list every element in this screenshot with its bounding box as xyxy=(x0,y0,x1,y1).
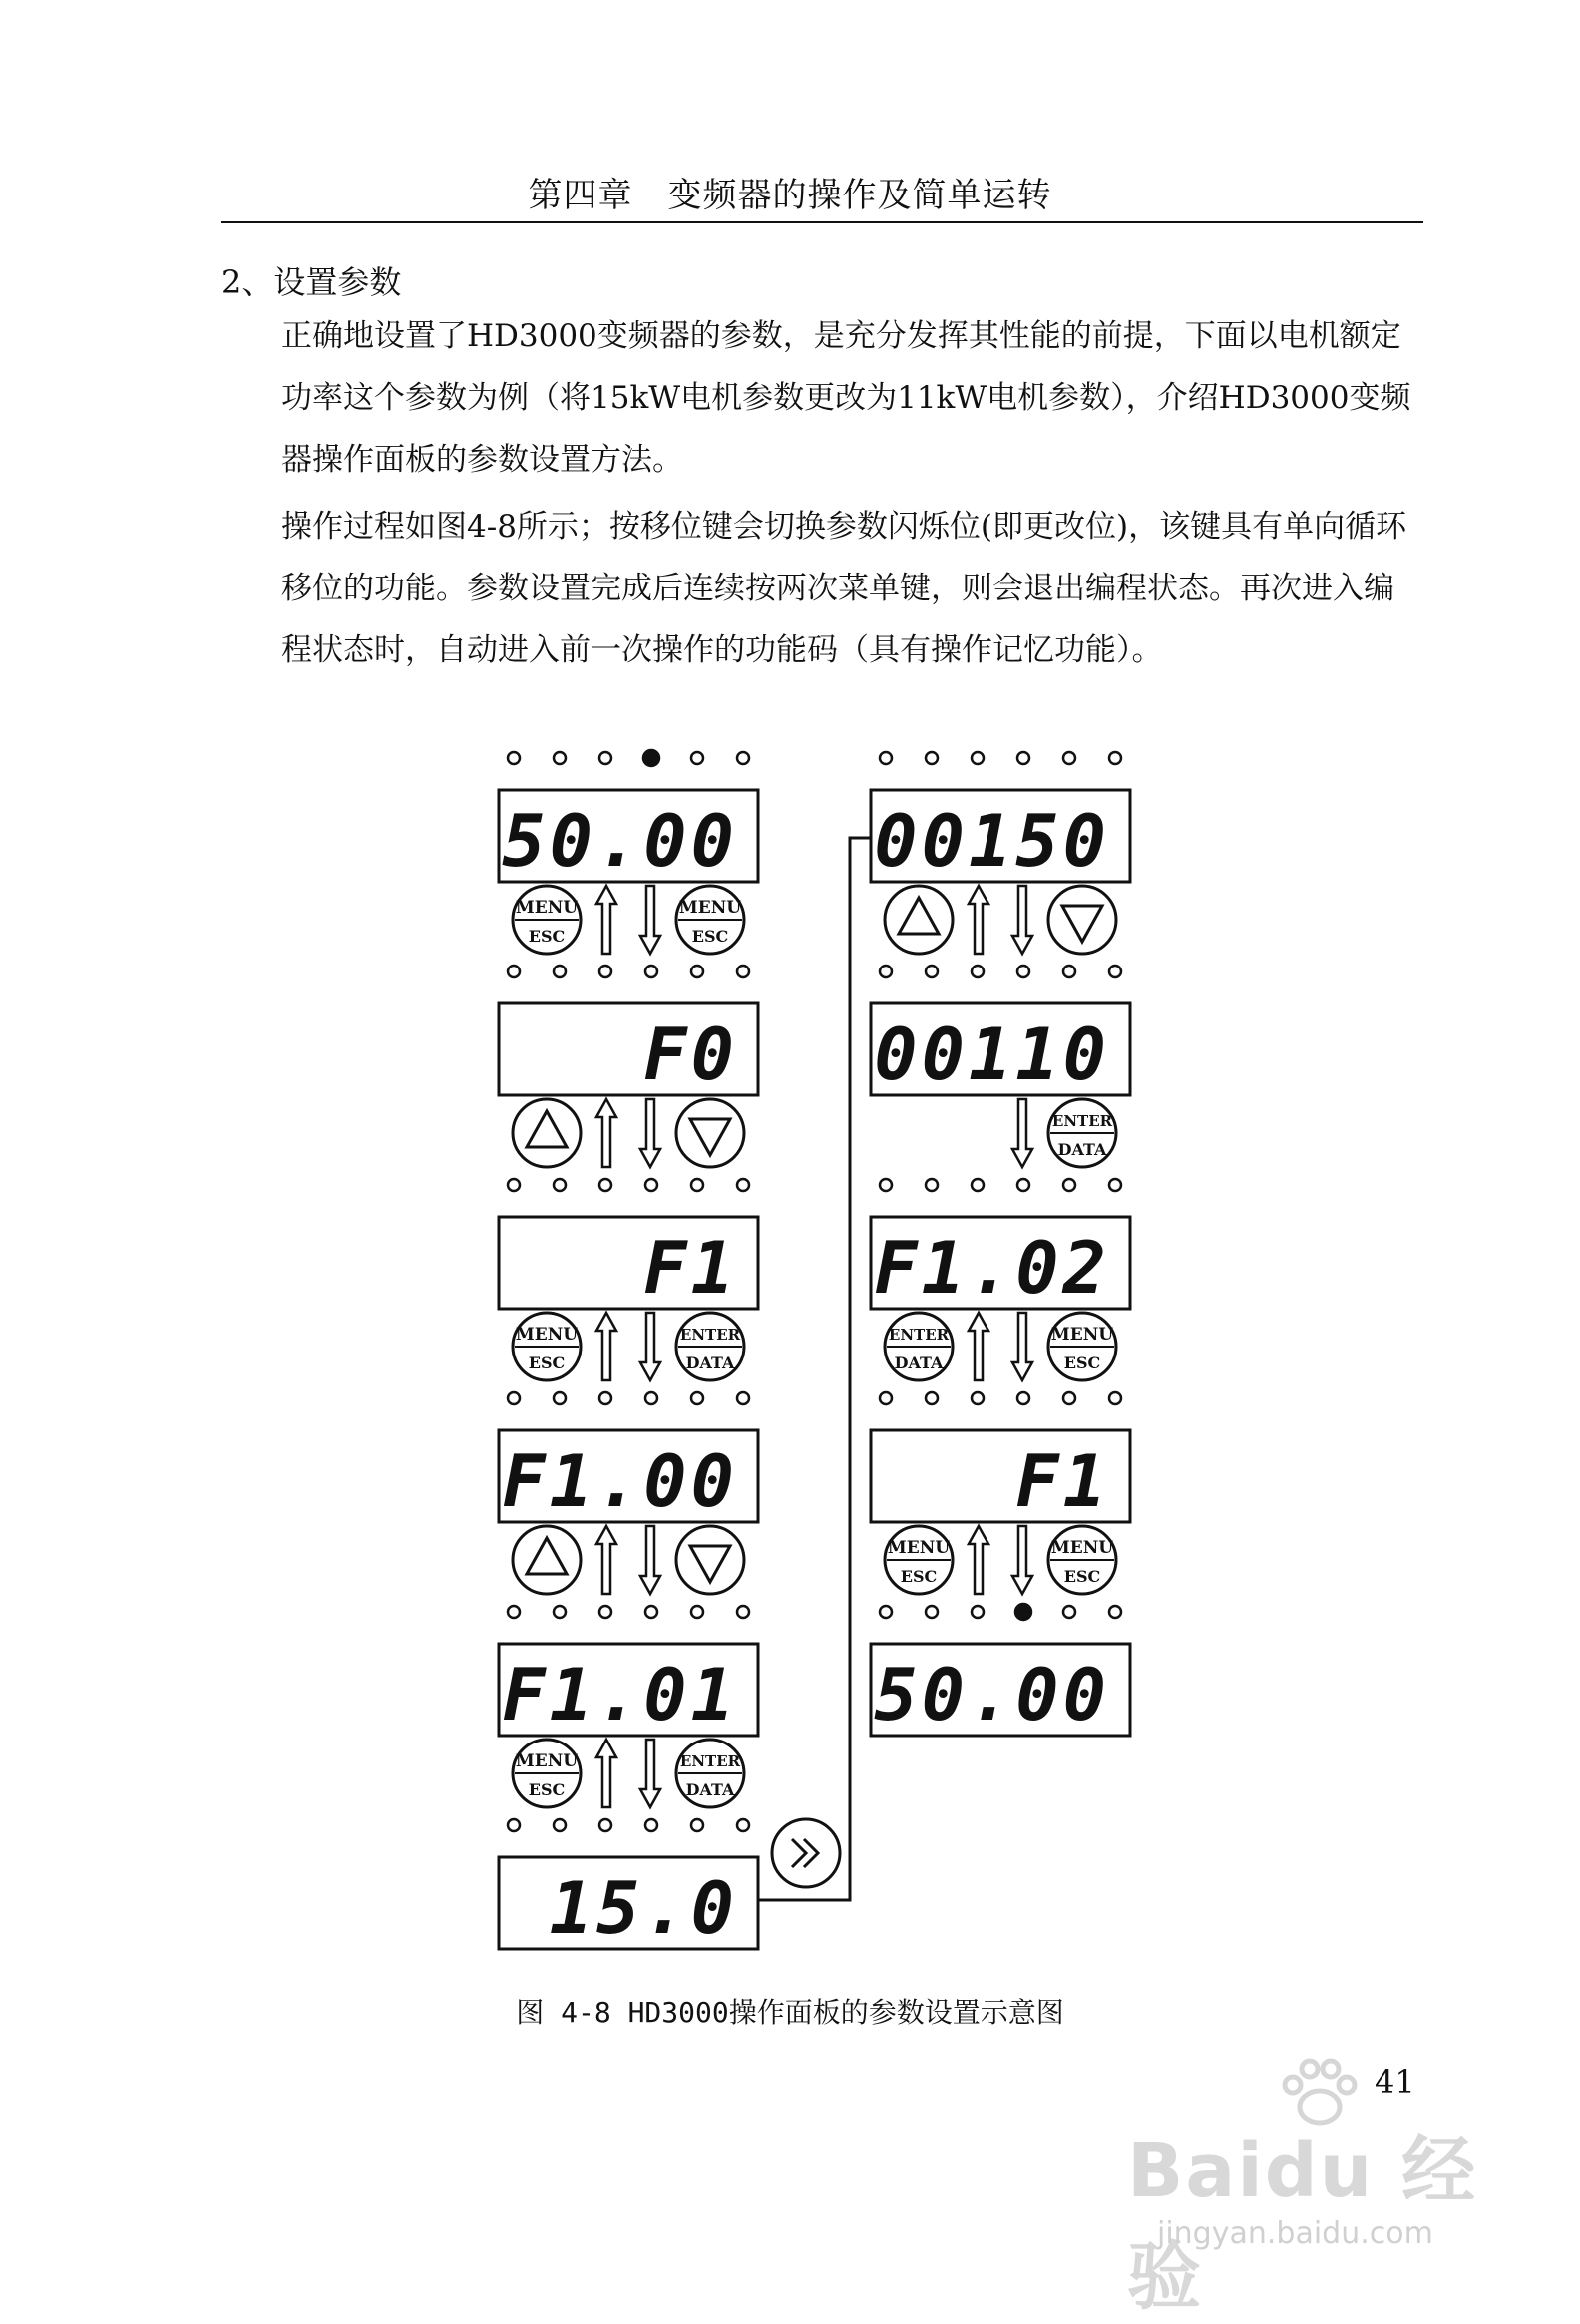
led-unlit xyxy=(737,966,749,977)
watermark xyxy=(1127,2055,1546,2320)
right-step-2-lcd-display xyxy=(871,1003,1130,1096)
left-step-4-led-row xyxy=(508,1392,749,1404)
led-unlit xyxy=(1109,1179,1121,1191)
lcd-readout: 15.0 xyxy=(549,1866,738,1950)
led-unlit xyxy=(972,1606,984,1618)
right-step-2-down-arrow-icon xyxy=(1012,1099,1032,1167)
left-step-1-menu-key xyxy=(676,886,744,954)
arrow-shape xyxy=(596,1099,616,1167)
led-unlit xyxy=(691,1606,703,1618)
right-step-1-up-arrow-icon xyxy=(969,886,988,954)
led-unlit xyxy=(554,1819,566,1831)
led-unlit xyxy=(737,1179,749,1191)
arrow-shape xyxy=(640,1099,660,1167)
led-unlit xyxy=(926,1606,938,1618)
led-unlit xyxy=(926,1392,938,1404)
led-lit xyxy=(643,750,659,766)
led-unlit xyxy=(645,1819,657,1831)
left-step-1-menu-key xyxy=(513,886,581,954)
key-label-top: ENTER xyxy=(679,1752,741,1770)
arrow-shape xyxy=(596,1526,616,1594)
key-label-top: ENTER xyxy=(888,1326,950,1344)
left-step-2-led-row xyxy=(508,966,749,977)
led-unlit xyxy=(1017,1392,1029,1404)
arrow-shape xyxy=(640,1740,660,1807)
left-step-5-enter-key xyxy=(676,1740,744,1807)
key-label-top: MENU xyxy=(887,1538,951,1558)
left-step-5-lcd-display xyxy=(499,1644,758,1737)
arrow-shape xyxy=(1012,1099,1032,1167)
led-unlit xyxy=(737,1606,749,1618)
led-unlit xyxy=(1063,966,1075,977)
led-unlit xyxy=(508,1392,520,1404)
led-unlit xyxy=(691,966,703,977)
key-label-bottom: ESC xyxy=(691,927,729,946)
led-unlit xyxy=(645,1392,657,1404)
right-step-3-enter-key xyxy=(885,1313,953,1380)
key-label-top: MENU xyxy=(1050,1538,1114,1558)
led-unlit xyxy=(880,1179,892,1191)
right-step-1-up-key xyxy=(885,886,953,954)
arrow-shape xyxy=(969,1313,988,1380)
left-step-3-menu-key xyxy=(513,1313,581,1380)
paragraph-1: 正确地设置了HD3000变频器的参数，是充分发挥其性能的前提，下面以电机额定功率这个参数为例（将15kW电机参数更改为11kW电机参数），介绍HD3000变频器操作面板的参数设置方法。 xyxy=(281,318,1411,478)
key-label-bottom: ESC xyxy=(1063,1567,1101,1586)
arrow-shape xyxy=(1012,1526,1032,1594)
left-step-4-down-key xyxy=(676,1526,744,1594)
lcd-readout: 50.00 xyxy=(874,1653,1110,1737)
key-label-bottom: DATA xyxy=(894,1354,944,1372)
led-unlit xyxy=(972,752,984,764)
led-unlit xyxy=(880,752,892,764)
left-step-2-down-key xyxy=(676,1099,744,1167)
left-step-4-up-arrow-icon xyxy=(596,1526,616,1594)
lcd-readout: F1 xyxy=(643,1226,738,1310)
left-step-1-up-arrow-icon xyxy=(596,886,616,954)
flow-connector-line xyxy=(758,838,871,1900)
right-step-5-lcd-display xyxy=(871,1644,1130,1737)
left-step-2-lcd-display xyxy=(499,1003,758,1096)
right-step-3-led-row xyxy=(880,1179,1121,1191)
arrow-shape xyxy=(969,1526,988,1594)
led-unlit xyxy=(508,1819,520,1831)
section-heading: 2、设置参数 xyxy=(221,263,402,301)
arrow-shape xyxy=(969,886,988,954)
led-unlit xyxy=(691,752,703,764)
led-unlit xyxy=(1109,1606,1121,1618)
led-unlit xyxy=(737,752,749,764)
right-step-4-lcd-display xyxy=(871,1430,1130,1523)
left-step-5-menu-key xyxy=(513,1740,581,1807)
right-step-3-lcd-display xyxy=(871,1217,1130,1310)
key-label-bottom: DATA xyxy=(685,1354,735,1372)
right-step-3-down-arrow-icon xyxy=(1012,1313,1032,1380)
connector-shift-key xyxy=(772,1819,840,1887)
led-unlit xyxy=(1017,752,1029,764)
right-step-4-menu-key xyxy=(1048,1526,1116,1594)
key-label-top: ENTER xyxy=(1051,1112,1113,1130)
arrow-shape xyxy=(1012,886,1032,954)
key-label-bottom: ESC xyxy=(1063,1354,1101,1372)
key-label-top: ENTER xyxy=(679,1326,741,1344)
lcd-readout: F1 xyxy=(1015,1439,1110,1523)
key-label-top: MENU xyxy=(515,1325,579,1345)
led-unlit xyxy=(880,1606,892,1618)
led-unlit xyxy=(508,1179,520,1191)
led-unlit xyxy=(926,966,938,977)
led-unlit xyxy=(972,1392,984,1404)
arrow-shape xyxy=(596,1313,616,1380)
watermark-url: jingyan.baidu.com xyxy=(1157,2216,1433,2251)
led-unlit xyxy=(880,1392,892,1404)
watermark-logo: Baidu 经验 xyxy=(1127,2129,1478,2320)
key-label-bottom: ESC xyxy=(528,1780,566,1799)
arrow-shape xyxy=(640,886,660,954)
right-step-2-led-row xyxy=(880,966,1121,977)
led-unlit xyxy=(1017,966,1029,977)
right-step-4-up-arrow-icon xyxy=(969,1526,988,1594)
left-step-3-lcd-display xyxy=(499,1217,758,1310)
key-label-top: MENU xyxy=(1050,1325,1114,1345)
left-step-4-down-arrow-icon xyxy=(640,1526,660,1594)
led-unlit xyxy=(1063,1392,1075,1404)
led-unlit xyxy=(1109,966,1121,977)
chapter-title: 第四章 变频器的操作及简单运转 xyxy=(528,176,1052,215)
led-unlit xyxy=(645,1606,657,1618)
led-unlit xyxy=(926,752,938,764)
right-step-4-down-arrow-icon xyxy=(1012,1526,1032,1594)
left-step-1-lcd-display xyxy=(499,790,758,883)
led-unlit xyxy=(691,1179,703,1191)
left-step-2-up-arrow-icon xyxy=(596,1099,616,1167)
key-label-bottom: DATA xyxy=(1057,1140,1107,1159)
led-unlit xyxy=(554,1606,566,1618)
key-label-top: MENU xyxy=(515,898,579,918)
led-unlit xyxy=(972,966,984,977)
led-unlit xyxy=(599,966,611,977)
led-unlit xyxy=(554,966,566,977)
left-step-4-lcd-display xyxy=(499,1430,758,1523)
led-unlit xyxy=(599,1606,611,1618)
arrow-shape xyxy=(596,886,616,954)
right-step-1-lcd-display xyxy=(871,790,1130,883)
led-unlit xyxy=(737,1819,749,1831)
lcd-readout: F1.00 xyxy=(502,1439,738,1523)
key-label-bottom: ESC xyxy=(528,927,566,946)
led-lit xyxy=(1015,1604,1031,1620)
lcd-readout: F0 xyxy=(643,1012,738,1096)
led-unlit xyxy=(599,1179,611,1191)
led-unlit xyxy=(508,752,520,764)
left-step-3-down-arrow-icon xyxy=(640,1313,660,1380)
left-step-1-down-arrow-icon xyxy=(640,886,660,954)
arrow-shape xyxy=(596,1740,616,1807)
left-step-3-enter-key xyxy=(676,1313,744,1380)
led-unlit xyxy=(972,1179,984,1191)
led-unlit xyxy=(737,1392,749,1404)
led-unlit xyxy=(1063,752,1075,764)
lcd-readout: F1.01 xyxy=(502,1653,738,1737)
arrow-shape xyxy=(640,1313,660,1380)
paragraph-2: 操作过程如图4-8所示；按移位键会切换参数闪烁位(即更改位)，该键具有单向循环移位的功能。参数设置完成后连续按两次菜单键，则会退出编程状态。再次进入编程状态时，自动进入前一次操作的功能码（具有操作记忆功能）。 xyxy=(281,509,1407,668)
led-unlit xyxy=(554,1179,566,1191)
left-step-6-led-row xyxy=(508,1819,749,1831)
left-step-4-up-key xyxy=(513,1526,581,1594)
led-unlit xyxy=(1063,1606,1075,1618)
right-step-3-up-arrow-icon xyxy=(969,1313,988,1380)
right-step-5-led-row xyxy=(880,1604,1121,1620)
led-unlit xyxy=(1017,1179,1029,1191)
led-unlit xyxy=(645,966,657,977)
arrow-shape xyxy=(640,1526,660,1594)
right-step-1-down-arrow-icon xyxy=(1012,886,1032,954)
led-unlit xyxy=(1109,752,1121,764)
led-unlit xyxy=(645,1179,657,1191)
lcd-readout: 00150 xyxy=(874,799,1110,883)
right-step-4-led-row xyxy=(880,1392,1121,1404)
left-step-5-down-arrow-icon xyxy=(640,1740,660,1807)
right-step-4-menu-key xyxy=(885,1526,953,1594)
lcd-readout: F1.02 xyxy=(874,1226,1110,1310)
key-label-bottom: ESC xyxy=(900,1567,938,1586)
left-step-1-led-row xyxy=(508,750,749,766)
led-unlit xyxy=(554,752,566,764)
left-step-3-up-arrow-icon xyxy=(596,1313,616,1380)
led-unlit xyxy=(599,1819,611,1831)
arrow-shape xyxy=(1012,1313,1032,1380)
led-unlit xyxy=(1109,1392,1121,1404)
led-unlit xyxy=(691,1819,703,1831)
led-unlit xyxy=(599,752,611,764)
figure-caption: 图 4-8 HD3000操作面板的参数设置示意图 xyxy=(516,1996,1064,2029)
led-unlit xyxy=(691,1392,703,1404)
right-step-2-enter-key xyxy=(1048,1099,1116,1167)
page-number: 41 xyxy=(1375,2063,1415,2101)
key-label-bottom: DATA xyxy=(685,1780,735,1799)
right-step-1-led-row xyxy=(880,752,1121,764)
left-step-5-up-arrow-icon xyxy=(596,1740,616,1807)
key-label-top: MENU xyxy=(678,898,742,918)
right-step-1-down-key xyxy=(1048,886,1116,954)
led-unlit xyxy=(880,966,892,977)
lcd-readout: 00110 xyxy=(874,1012,1110,1096)
led-unlit xyxy=(554,1392,566,1404)
key-label-top: MENU xyxy=(515,1751,579,1771)
left-step-5-led-row xyxy=(508,1606,749,1618)
led-unlit xyxy=(926,1179,938,1191)
right-step-3-menu-key xyxy=(1048,1313,1116,1380)
led-unlit xyxy=(599,1392,611,1404)
led-unlit xyxy=(1063,1179,1075,1191)
left-step-2-up-key xyxy=(513,1099,581,1167)
left-step-2-down-arrow-icon xyxy=(640,1099,660,1167)
key-label-bottom: ESC xyxy=(528,1354,566,1372)
left-step-3-led-row xyxy=(508,1179,749,1191)
left-step-6-lcd-display xyxy=(499,1857,758,1950)
lcd-readout: 50.00 xyxy=(502,799,738,883)
led-unlit xyxy=(508,1606,520,1618)
led-unlit xyxy=(508,966,520,977)
